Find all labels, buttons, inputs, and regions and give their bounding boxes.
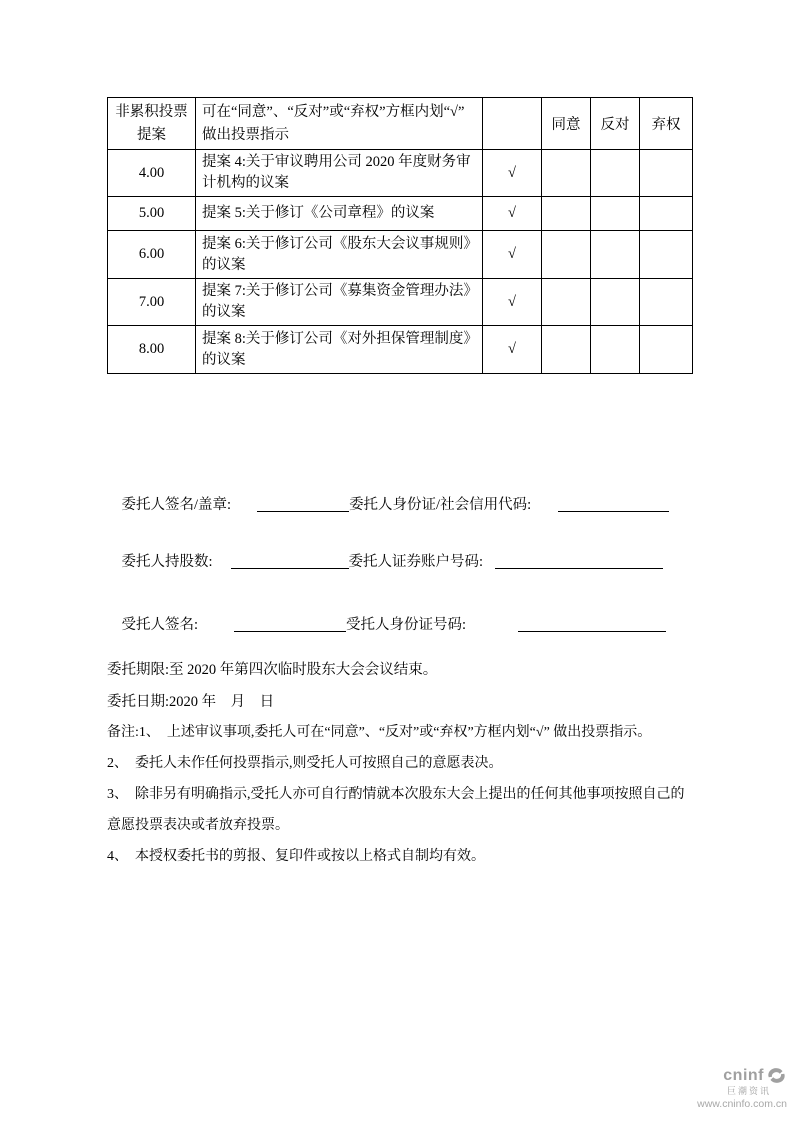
table-row — [108, 197, 693, 231]
proposal-number-cell: 8.00 — [108, 326, 196, 374]
checkmark-cell: √ — [483, 279, 542, 326]
checkmark-cell: √ — [483, 197, 542, 231]
cninfo-watermark — [697, 1066, 787, 1110]
abstain-vote-cell — [640, 197, 693, 231]
proposal-number-cell: 6.00 — [108, 231, 196, 279]
oppose-vote-cell — [591, 279, 640, 326]
note-item: 4、 本授权委托书的剪报、复印件或按以上格式自制均有效。 — [107, 849, 485, 864]
field-label: 受托人签名: — [121, 617, 199, 633]
checkmark-cell: √ — [483, 231, 542, 279]
abstain-vote-cell — [640, 231, 693, 279]
proxy-date-line: 委托日期:2020 年 月 日 — [107, 694, 275, 710]
cninfo-logo-icon — [766, 1066, 787, 1085]
agree-vote-cell — [542, 150, 591, 197]
table-row — [108, 326, 693, 374]
proxy-voting-table — [107, 97, 693, 374]
col-header-agree: 同意 — [542, 98, 591, 150]
cninfo-logo-text: cninf — [723, 1066, 764, 1084]
table-row — [108, 231, 693, 279]
proxy-period-line: 委托期限:至 2020 年第四次临时股东大会会议结束。 — [107, 662, 438, 678]
proposal-text-cell: 提案 6:关于修订公司《股东大会议事规则》的议案 — [196, 231, 483, 279]
field-label: 委托人签名/盖章: — [121, 497, 232, 513]
abstain-vote-cell — [640, 150, 693, 197]
abstain-vote-cell — [640, 326, 693, 374]
proposal-number-cell: 4.00 — [108, 150, 196, 197]
checkmark-cell: √ — [483, 150, 542, 197]
principal-signature-row — [107, 476, 669, 531]
note-item: 3、 除非另有明确指示,受托人亦可自行酌情就本次股东大会上提出的任何其他事项按照自己的意愿投票表决或者放弃投票。 — [107, 787, 685, 833]
fill-in-line — [518, 618, 666, 632]
cninfo-url: www.cninfo.com.cn — [697, 1098, 787, 1110]
table-header-row — [108, 98, 693, 150]
proposal-text-cell: 提案 5:关于修订《公司章程》的议案 — [196, 197, 483, 231]
field-label: 受托人身份证号码: — [346, 617, 467, 633]
notes-section — [107, 717, 707, 872]
fill-in-line — [234, 618, 346, 632]
proposal-text-cell: 提案 4:关于审议聘用公司 2020 年度财务审计机构的议案 — [196, 150, 483, 197]
agree-vote-cell — [542, 231, 591, 279]
agree-vote-cell — [542, 279, 591, 326]
proposal-text-cell: 提案 7:关于修订公司《募集资金管理办法》的议案 — [196, 279, 483, 326]
agree-vote-cell — [542, 326, 591, 374]
fill-in-line — [558, 498, 669, 512]
field-label: 委托人身份证/社会信用代码: — [349, 497, 532, 513]
field-label: 委托人持股数: — [121, 554, 213, 570]
checkmark-cell: √ — [483, 326, 542, 374]
fill-in-line — [495, 555, 663, 569]
trustee-signature-row — [107, 596, 666, 651]
oppose-vote-cell — [591, 231, 640, 279]
proposal-number-cell: 7.00 — [108, 279, 196, 326]
col-header-mark — [483, 98, 542, 150]
col-header-instruction: 可在“同意”、“反对”或“弃权”方框内划“√” 做出投票指示 — [196, 98, 483, 150]
table-row — [108, 150, 693, 197]
proposal-text-cell: 提案 8:关于修订公司《对外担保管理制度》的议案 — [196, 326, 483, 374]
note-item: 备注:1、 上述审议事项,委托人可在“同意”、“反对”或“弃权”方框内划“√” 做出投票指示。 — [107, 725, 652, 740]
cninfo-brand-name: 巨潮资讯 — [726, 1086, 771, 1096]
field-label: 委托人证券账户号码: — [348, 554, 484, 570]
col-header-proposal-no: 非累积投票提案 — [108, 98, 196, 150]
oppose-vote-cell — [591, 326, 640, 374]
col-header-abstain: 弃权 — [640, 98, 693, 150]
fill-in-line — [231, 555, 349, 569]
oppose-vote-cell — [591, 150, 640, 197]
abstain-vote-cell — [640, 279, 693, 326]
table-row — [108, 279, 693, 326]
note-item: 2、 委托人未作任何投票指示,则受托人可按照自己的意愿表决。 — [107, 756, 503, 771]
oppose-vote-cell — [591, 197, 640, 231]
principal-shares-row — [107, 533, 663, 588]
proposal-number-cell: 5.00 — [108, 197, 196, 231]
col-header-oppose: 反对 — [591, 98, 640, 150]
agree-vote-cell — [542, 197, 591, 231]
fill-in-line — [257, 498, 349, 512]
